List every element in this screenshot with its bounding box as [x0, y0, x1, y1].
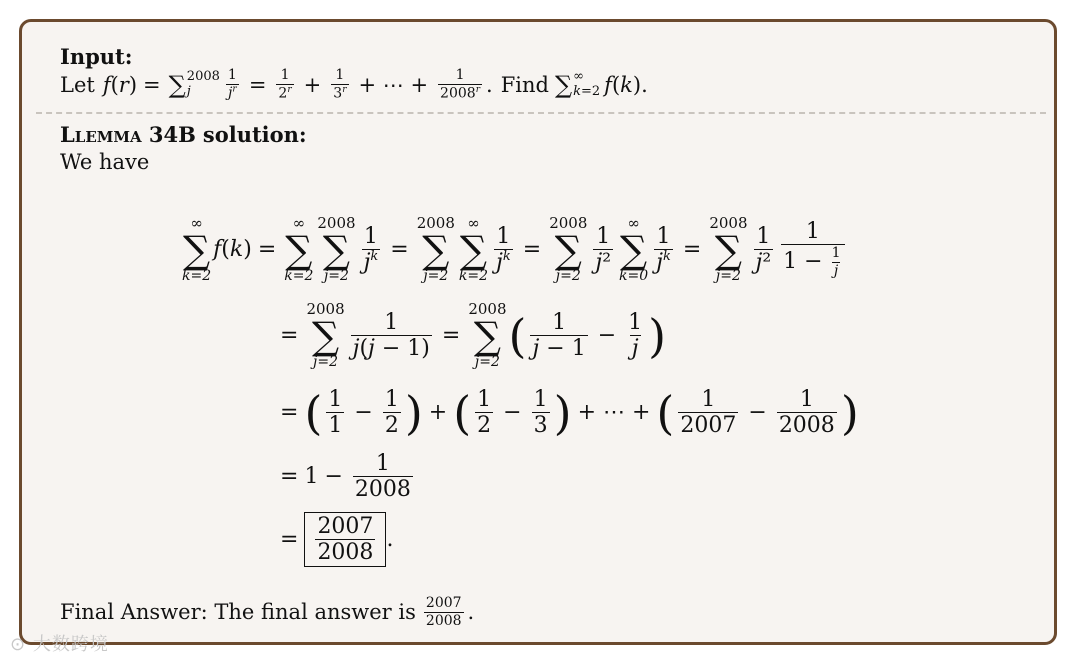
watermark-logo: ⊙ 大数跨境	[10, 634, 109, 655]
watermark-icon: ⊙	[10, 634, 27, 655]
input-heading: Input:	[60, 44, 133, 69]
final-answer-fraction: $\frac{2007}{2008}$	[425, 595, 462, 629]
equation-line-3: = ( $\frac{1}{1}$ − $\frac{1}{2}$ ) + ( $\frac{1}{2}$ − $\frac{1}{3}$ ) + ⋯ + ( $\frac{1}{2007}$ − $\frac{1}{2008}$ )	[280, 385, 859, 440]
section-divider	[36, 112, 1046, 114]
final-answer-line: Final Answer: The final answer is $\frac{2007}{2008}$ .	[60, 595, 475, 629]
boxed-answer: $\frac{2007}{2008}$	[304, 512, 386, 567]
input-line: Let f ( r ) = ∑ 2008 j $\frac{1}{j^r}$ = $\frac{1}{2^r}$ + $\frac{1}{3^r}$ + ⋯ + $\frac{1}{2008^r}$ . Find ∑ ∞ k=2 f ( k ).	[60, 67, 648, 102]
solution-heading-suffix: solution:	[202, 122, 307, 147]
equation-line-4: = 1 − $\frac{1}{2008}$	[280, 451, 411, 503]
input-text-prefix: Let	[60, 72, 95, 97]
model-name: Llemma 34B	[60, 122, 196, 147]
equation-line-5: = $\frac{2007}{2008}$ .	[274, 512, 393, 567]
final-answer-text: Final Answer: The final answer is	[60, 600, 416, 625]
solution-card	[19, 19, 1057, 645]
equation-line-2: = 2008 ∑ j=2 $\frac{1}{j(j - 1)}$ = 2008 ∑ j=2 ( $\frac{1}{j - 1}$ − $\frac{1}{j}$ )	[280, 300, 667, 370]
input-text-mid: Find	[500, 72, 549, 97]
solution-intro: We have	[60, 150, 150, 174]
solution-heading	[60, 122, 307, 148]
equation-line-1: ∞ ∑ k=2 f ( k ) = ∞ ∑ k=2 2008 ∑ j=2 $\frac{1}{j^k}$ = 2008 ∑ j=2 ∞ ∑ k=2 $\frac{1}{j^k}$ = 2008 ∑ j=2 $\frac{1}{\text{j²}}$ ∞ ∑ k=0 $\frac{1}{j^k}$ = 2008 ∑ j=2 $\frac{1}{\text{j²}}$ 1 1 − $\frac{1}{j}$	[180, 216, 849, 283]
